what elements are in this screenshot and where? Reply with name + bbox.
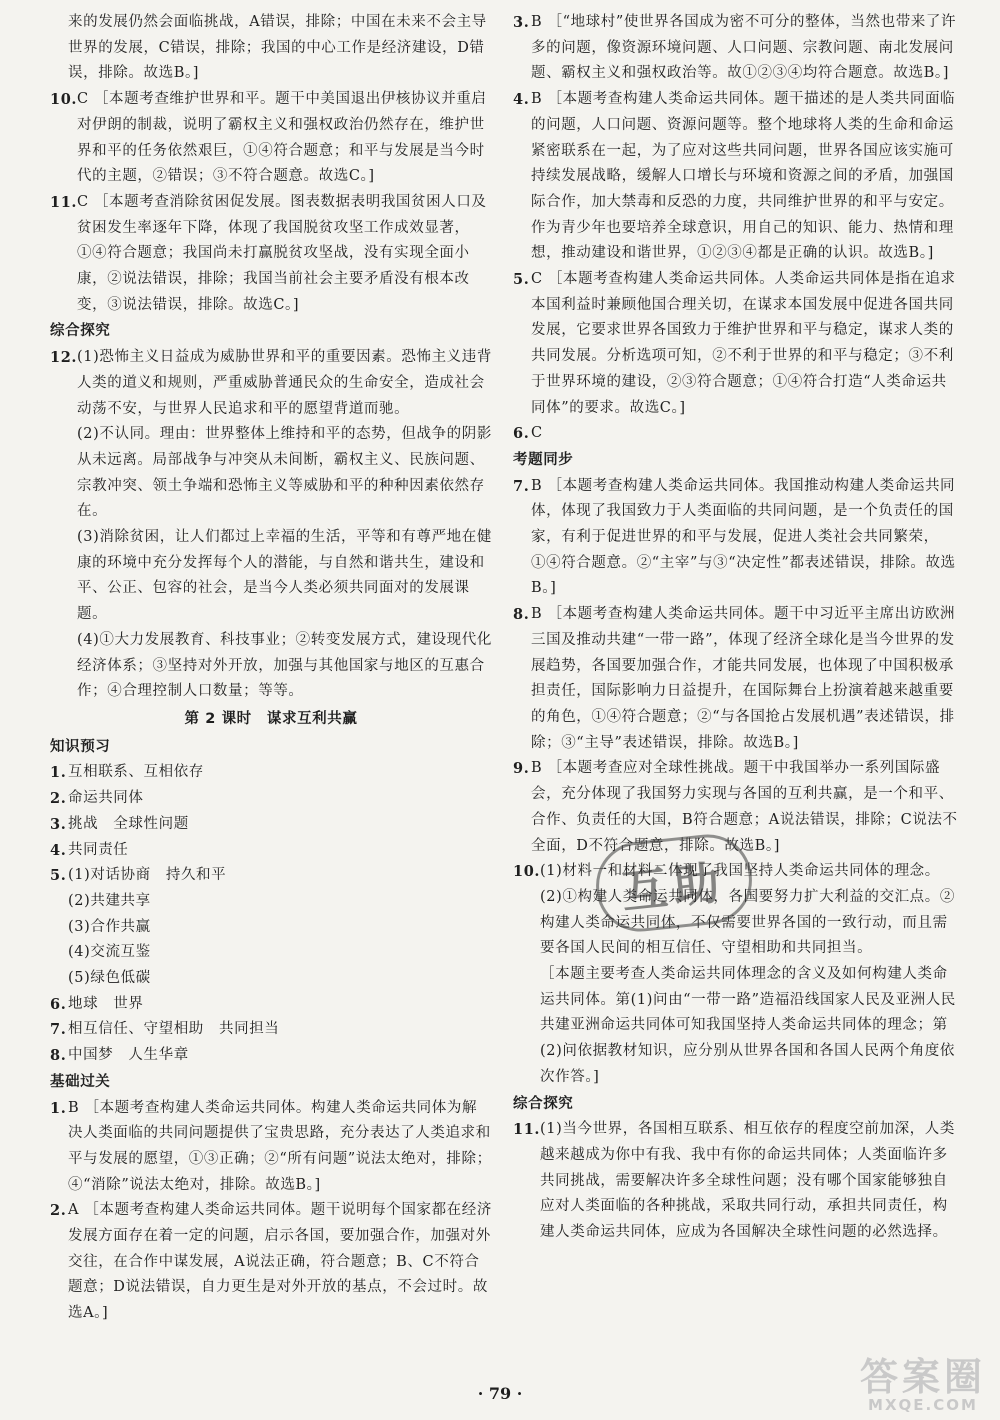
answer-item-b1 bbox=[50, 1096, 492, 1199]
answer-text: B ［“地球村”使世界各国成为密不可分的整体，当然也带来了许多的问题，像资源环境问题、人口问题、宗教问题、南北发展问题、霸权主义和强权政治等。故①②③④均符合题意。故选B。] bbox=[531, 14, 957, 82]
answer-item-10 bbox=[50, 87, 492, 190]
item-number: 10. bbox=[513, 863, 541, 881]
item-text: 互相联系、互相依存 bbox=[68, 764, 204, 781]
left-column bbox=[50, 10, 492, 1327]
page-number: · 79 · bbox=[477, 1384, 523, 1403]
watermark-title: 答案圈 bbox=[859, 1355, 986, 1400]
list-item bbox=[50, 889, 492, 915]
item-text: 共同责任 bbox=[68, 841, 129, 858]
section-heading-zonghe: 综合探究 bbox=[50, 323, 111, 340]
answer-text bbox=[77, 345, 492, 705]
list-item bbox=[50, 940, 492, 966]
item-number bbox=[50, 966, 68, 992]
list-item bbox=[50, 1017, 492, 1043]
item-number: 6. bbox=[50, 995, 67, 1013]
item-number: 3. bbox=[50, 815, 67, 833]
item-number: 8. bbox=[50, 1047, 67, 1065]
item-number: 4. bbox=[513, 91, 530, 109]
item-number: 1. bbox=[50, 764, 67, 782]
item-number: 2. bbox=[50, 790, 67, 808]
sub-answer-4: (4)①大力发展教育、科技事业；②转变发展方式，建设现代化经济体系；③坚持对外开放，加强与其他国家与地区的互惠合作；④合理控制人口数量；等等。 bbox=[77, 631, 492, 700]
answer-item-5 bbox=[513, 267, 958, 421]
item-number: 2. bbox=[50, 1202, 67, 1220]
section-heading-zhishi: 知识预习 bbox=[50, 738, 111, 755]
list-item bbox=[50, 992, 492, 1018]
list-item bbox=[50, 863, 492, 889]
right-column bbox=[513, 10, 958, 1246]
item-text: (5)绿色低碳 bbox=[68, 970, 151, 987]
item-text: (1)对话协商 持久和平 bbox=[68, 867, 227, 884]
item-text: 中国梦 人生华章 bbox=[68, 1047, 189, 1064]
answer-item-12 bbox=[50, 345, 492, 705]
answer-text: (1)当今世界，各国相互联系、相互依存的程度空前加深，人类越来越成为你中有我、我中有你的命运共同体；人类面临许多共同挑战，需要解决许多全球性问题；没有哪个国家能够独自应对人类面临的各种挑战，采取共同行动，承担共同责任，构建人类命运共同体，应成为各国解决全球性问题的必然选择。 bbox=[540, 1121, 955, 1241]
item-number: 10. bbox=[50, 91, 78, 109]
item-number: 11. bbox=[50, 193, 78, 211]
sub-answer-2: (2)①构建人类命运共同体，各国要努力扩大利益的交汇点。②构建人类命运共同体，不仅需要世界各国的一致行动，而且需要各国人民间的相互信任、守望相助和共同担当。 bbox=[540, 888, 955, 957]
item-text: 地球 世界 bbox=[68, 995, 144, 1012]
answer-text: B ［本题考查构建人类命运共同体。我国推动构建人类命运共同体，体现了我国致力于人类面临的共同问题，是一个负责任的国家，有利于促进世界的和平与发展，促进人类社会共同繁荣，①④符合题意。②“主宰”与③“决定性”都表述错误，排除。故选B。] bbox=[531, 477, 956, 597]
item-number: 7. bbox=[50, 1021, 67, 1039]
list-item bbox=[50, 838, 492, 864]
item-number bbox=[50, 889, 68, 915]
answer-continuation bbox=[50, 10, 492, 87]
answer-item-11r bbox=[513, 1117, 958, 1246]
item-number: 5. bbox=[513, 271, 530, 289]
sub-answer-1: (1)恐怖主义日益成为威胁世界和平的重要因素。恐怖主义违背人类的道义和规则，严重威胁普通民众的生命安全，造成社会动荡不安，与世界人民追求和平的愿望背道而驰。 bbox=[77, 349, 492, 417]
list-item bbox=[50, 760, 492, 786]
answer-text: C ［本题考查消除贫困促发展。图表数据表明我国贫困人口及贫困发生率逐年下降，体现了我国脱贫攻坚工作成效显著，①④符合题意；我国尚未打赢脱贫攻坚战，没有实现全面小康，②说法错误，排除；我国当前社会主要矛盾没有根本改变，③说法错误，排除。故选C。] bbox=[77, 193, 487, 313]
sub-answer-1: (1)材料一和材料二体现了我国坚持人类命运共同体的理念。 bbox=[540, 863, 940, 880]
item-number: 6. bbox=[513, 425, 530, 443]
analysis-note: ［本题主要考查人类命运共同体理念的含义及如何构建人类命运共同体。第(1)问由“一带一路”造福沿线国家人民及亚洲人民共建亚洲命运共同体可知我国坚持人类命运共同体的理念；第(2)问依据教材知识，应分别从世界各国和各国人民两个角度依次作答。] bbox=[540, 966, 956, 1085]
list-item bbox=[50, 812, 492, 838]
item-number: 3. bbox=[513, 14, 530, 31]
sub-answer-2: (2)不认同。理由：世界整体上维持和平的态势，但战争的阴影从未远离。局部战争与冲突从未间断，霸权主义、民族问题、宗教冲突、领土争端和恐怖主义等威胁和平的种种因素依然存在。 bbox=[77, 426, 492, 520]
list-item bbox=[50, 915, 492, 941]
answer-item-7 bbox=[513, 474, 958, 603]
answer-text: B ［本题考查构建人类命运共同体。构建人类命运共同体为解决人类面临的共同问题提供了宝贵思路，充分表达了人类追求和平与发展的愿望，①③正确；②“所有问题”说法太绝对，排除；④“消除”说法太绝对，排除。故选B。] bbox=[68, 1099, 492, 1193]
item-number: 7. bbox=[513, 477, 530, 495]
answer-text: B ［本题考查构建人类命运共同体。题干描述的是人类共同面临的问题，人口问题、资源问题等。整个地球将人类的生命和命运紧密联系在一起，为了应对这些共同问题，世界各国应该实施可持续发展战略，缓解人口增长与环境和资源之间的矛盾，加强国际合作，加大禁毒和反恐的力度，共同维护世界的和平与安定。作为青少年也要培养全球意识，用自己的知识、能力、热情和理想，推动建设和谐世界，①②③④都是正确的认识。故选B。] bbox=[531, 91, 956, 262]
item-number bbox=[50, 915, 68, 941]
stamp-text: 互助 bbox=[618, 854, 728, 920]
watermark-url: MXQE.COM bbox=[868, 1396, 978, 1415]
item-number: 4. bbox=[50, 841, 67, 859]
answer-item-4 bbox=[513, 87, 958, 267]
answer-text: 来的发展仍然会面临挑战，A错误，排除；中国在未来不会主导世界的发展，C错误，排除；我国的中心工作是经济建设，D错误，排除。故选B。] bbox=[68, 14, 487, 82]
item-number: 1. bbox=[50, 1099, 67, 1117]
item-number: 8. bbox=[513, 606, 530, 624]
item-text: 挑战 全球性问题 bbox=[68, 815, 189, 832]
item-text: (3)合作共赢 bbox=[68, 918, 151, 935]
list-item bbox=[50, 786, 492, 812]
section-heading-jichu: 基础过关 bbox=[50, 1073, 111, 1090]
item-number: 11. bbox=[513, 1121, 541, 1139]
answer-text: C ［本题考查维护世界和平。题干中美国退出伊核协议并重启对伊朗的制裁，说明了霸权主义和强权政治仍然存在，维护世界和平的任务依然艰巨，①④符合题意；和平与发展是当今时代的主题，②错误；③不符合题意。故选C。] bbox=[77, 91, 487, 185]
item-text: 相互信任、守望相助 共同担当 bbox=[68, 1021, 280, 1038]
item-number bbox=[50, 940, 68, 966]
answer-item-11 bbox=[50, 190, 492, 319]
answer-text: B ［本题考查构建人类命运共同体。题干中习近平主席出访欧洲三国及推动共建“一带一路”，体现了经济全球化是当今世界的发展趋势，各国要加强合作，才能共同发展，也体现了中国积极承担责任，国际影响力日益提升，在国际舞台上扮演着越来越重要的角色，①④符合题意；②“与各国抢占发展机遇”表述错误，排除；③“主导”表述错误，排除。故选B。] bbox=[531, 606, 956, 751]
item-text: (2)共建共享 bbox=[68, 892, 151, 909]
answer-item-8 bbox=[513, 602, 958, 756]
watermark-logo bbox=[859, 1355, 986, 1415]
list-item bbox=[50, 966, 492, 992]
answer-item-b2 bbox=[50, 1198, 492, 1327]
item-text: (4)交流互鉴 bbox=[68, 944, 151, 961]
sub-answer-3: (3)消除贫困，让人们都过上幸福的生活，平等和有尊严地在健康的环境中充分发挥每个人的潜能，与自然和谐共生，建设和平、公正、包容的社会，是当今人类必须共同面对的发展课题。 bbox=[77, 529, 492, 623]
answer-text: C ［本题考查构建人类命运共同体。人类命运共同体是指在追求本国利益时兼顾他国合理关切，在谋求本国发展中促进各国共同发展，它要求世界各国致力于维护世界和平与稳定，谋求人类的共同发展。分析选项可知，②不利于世界的和平与稳定；③不利于世界环境的建设，②③符合题意；①④符合打造“人类命运共同体”的要求。故选C。] bbox=[531, 271, 956, 416]
answer-text: C bbox=[531, 425, 543, 442]
item-text: 命运共同体 bbox=[68, 790, 144, 807]
list-item bbox=[50, 1043, 492, 1069]
section-heading-zonghe-2: 综合探究 bbox=[513, 1095, 574, 1112]
lesson-title: 第 2 课时 谋求互利共赢 bbox=[184, 710, 358, 727]
answer-text: B ［本题考查应对全球性挑战。题干中我国举办一系列国际盛会，充分体现了我国努力实现与各国的互利共赢，是一个和平、合作、负责任的大国，B符合题意；A说法错误，排除；C说法不全面，D不符合题意，排除。故选B。] bbox=[531, 760, 958, 854]
section-heading-kaoti: 考题同步 bbox=[513, 451, 574, 468]
answer-item-6 bbox=[513, 421, 958, 447]
preview-list bbox=[50, 760, 492, 1068]
answer-item-3 bbox=[513, 10, 958, 87]
item-number: 5. bbox=[50, 867, 67, 885]
item-number: 12. bbox=[50, 349, 78, 367]
answer-text: A ［本题考查构建人类命运共同体。题干说明每个国家都在经济发展方面存在着一定的问题，启示各国，要加强合作，加强对外交往，在合作中谋发展，A说法正确，符合题意；B、C不符合题意；D说法错误，自力更生是对外开放的基点，不会过时。故选A。] bbox=[68, 1202, 492, 1322]
item-number: 9. bbox=[513, 760, 530, 778]
